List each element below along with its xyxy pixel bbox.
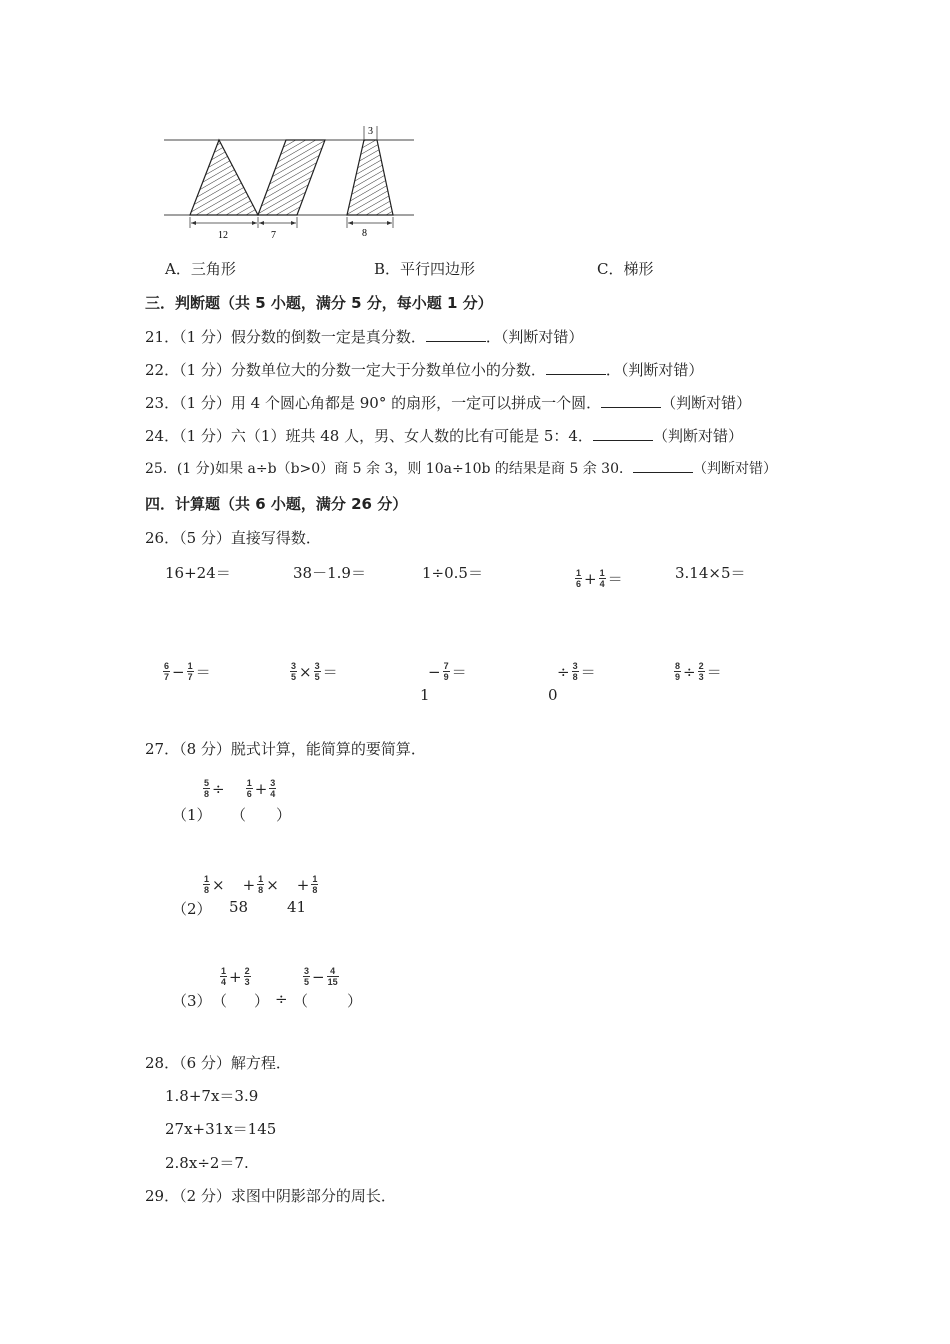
question-28-title: 28．（6 分）解方程． [145, 1054, 291, 1072]
part-3-right-paren-2: ） [347, 992, 363, 1010]
question-21: 21．（1 分）假分数的倒数一定是真分数． ．（判断对错） [145, 328, 584, 346]
label-3: 3 [368, 126, 373, 137]
part-1-right-paren: ） [276, 806, 292, 824]
part-2-value-58: 58 [229, 898, 249, 916]
calc-26-3: 1÷0.5＝ [422, 564, 483, 582]
question-22: 22．（1 分）分数单位大的分数一定大于分数单位小的分数． ．（判断对错） [145, 361, 704, 379]
calc-26-9-lead: 0 [548, 686, 558, 704]
calc-26-2: 38－1.9＝ [293, 564, 366, 582]
part-3-right-paren: ） [254, 992, 270, 1010]
section4-heading: 四．计算题（共 6 小题，满分 26 分） [145, 495, 408, 513]
calc-26-1: 16+24＝ [165, 564, 231, 582]
label-12: 12 [218, 230, 228, 241]
equation-2: 27x+31x＝145 [165, 1120, 277, 1138]
question-27-title: 27．（8 分）脱式计算，能简算的要简算． [145, 740, 426, 758]
calc-26-5: 3.14×5＝ [675, 564, 746, 582]
part-2-expression: $\frac{1}{8}$ × + $\frac{1}{8}$ × + $\frac{1}{8}$ [204, 874, 318, 895]
answer-blank [593, 439, 653, 441]
question-26-title: 26．（5 分）直接写得数． [145, 529, 321, 547]
answer-blank [633, 471, 693, 473]
calc-26-9: ÷ $\frac{3}{8}$ ＝ [557, 661, 596, 682]
calc-26-8: − $\frac{7}{9}$ ＝ [428, 661, 467, 682]
calc-26-8-lead: 1 [420, 686, 430, 704]
answer-blank [546, 373, 606, 375]
section3-heading: 三．判断题（共 5 小题，满分 5 分，每小题 1 分） [145, 294, 493, 312]
label-7: 7 [271, 230, 276, 241]
equation-1: 1.8+7x＝3.9 [165, 1087, 259, 1105]
question-29-title: 29．（2 分）求图中阴影部分的周长． [145, 1187, 396, 1205]
equation-3: 2.8x÷2＝7. [165, 1154, 249, 1172]
answer-blank [601, 406, 661, 408]
question-25: 25．(1 分)如果 a÷b（b>0）商 5 余 3，则 10a÷10b 的结果是商 5 余 30． （判断对错） [145, 461, 777, 477]
part-2-label: （2） [172, 900, 212, 918]
option-c: C．梯形 [597, 260, 654, 278]
triangle-shape [190, 140, 258, 215]
part-3-expr-a: $\frac{1}{4}$ + $\frac{2}{3}$ [221, 966, 250, 987]
parallelogram-shape [258, 140, 325, 215]
part-3-divide: ÷ [275, 990, 288, 1008]
part-3-expr-b: $\frac{3}{5}$ − $\frac{4}{15}$ [304, 966, 338, 987]
calc-26-7: $\frac{3}{5}$ × $\frac{3}{5}$ ＝ [291, 661, 338, 682]
label-8: 8 [362, 228, 367, 239]
shapes-figure [160, 120, 420, 245]
part-3-label: （3） [172, 992, 212, 1010]
calc-26-4: $\frac{1}{6}$ + $\frac{1}{4}$ ＝ [576, 568, 623, 589]
part-1-label: （1） [172, 806, 212, 824]
part-1-expression: $\frac{5}{8}$ ÷ $\frac{1}{6}$ + $\frac{3}{4}$ [204, 778, 276, 799]
calc-26-6: $\frac{6}{7}$ − $\frac{1}{7}$ ＝ [164, 661, 211, 682]
calc-26-10: $\frac{8}{9}$ ÷ $\frac{2}{3}$ ＝ [675, 661, 722, 682]
part-3-left-paren-2: （ [293, 992, 309, 1010]
part-1-left-paren: （ [231, 806, 247, 824]
part-3-left-paren: （ [212, 992, 228, 1010]
answer-blank [426, 340, 486, 342]
part-2-value-41: 41 [287, 898, 307, 916]
trapezoid-shape [347, 140, 393, 215]
option-b: B．平行四边形 [374, 260, 476, 278]
question-24: 24．（1 分）六（1）班共 48 人，男、女人数的比有可能是 5：4． （判断对错） [145, 427, 743, 445]
option-a: A．三角形 [165, 260, 236, 278]
question-23: 23．（1 分）用 4 个圆心角都是 90° 的扇形，一定可以拼成一个圆． （判断对错） [145, 394, 752, 412]
